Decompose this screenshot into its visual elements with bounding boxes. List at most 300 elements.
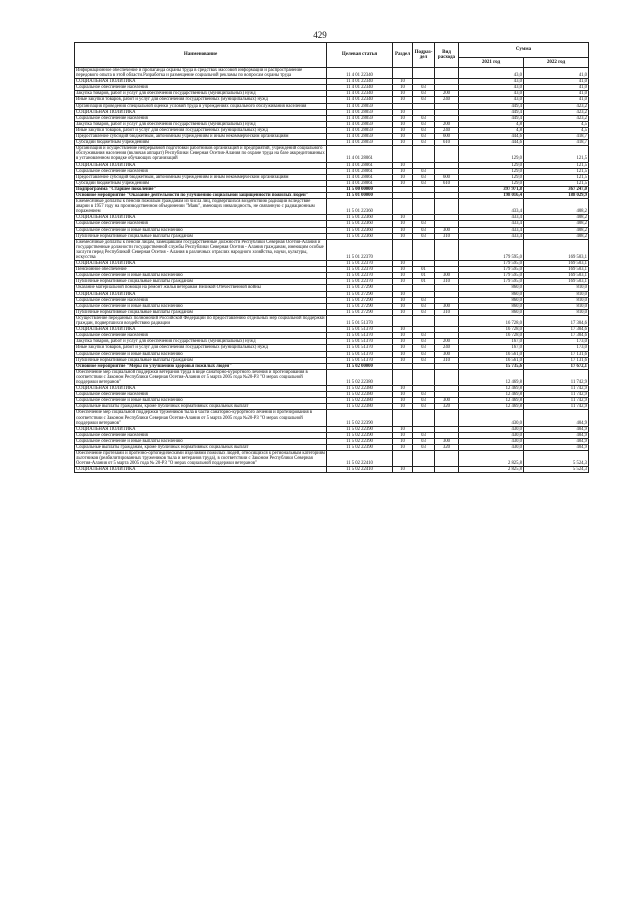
row-name: Организация проведения специальной оценки условий труда в учреждениях социального обслуживания населения [75, 103, 327, 109]
row-expense-type: 320 [435, 404, 459, 410]
row-section: 10 [393, 339, 413, 345]
row-name: Социальное обеспечение населения [75, 333, 327, 339]
row-subsection [413, 410, 435, 426]
row-expense-type: 600 [435, 174, 459, 180]
row-subsection: 03 [413, 134, 435, 140]
row-target-code: 11 5 01 51370 [327, 315, 393, 326]
row-target-code: 11 5 01 22370 [327, 267, 393, 273]
row-subsection: 03 [413, 351, 435, 357]
row-section: 10 [393, 180, 413, 186]
row-sum-2021: 430,0 [459, 432, 524, 438]
row-sum-2021: 179 595,0 [459, 267, 524, 273]
row-sum-2021: 43,0 [459, 97, 524, 103]
header-expense-type: Вид расхода [435, 43, 459, 68]
row-expense-type [435, 146, 459, 162]
row-name: Социальное обеспечение и иные выплаты населению [75, 438, 327, 444]
row-sum-2022: 11 742,9 [524, 386, 589, 392]
row-sum-2022: 11 742,9 [524, 392, 589, 398]
row-subsection: 03 [413, 91, 435, 97]
row-expense-type: 240 [435, 127, 459, 133]
row-section: 10 [393, 162, 413, 168]
row-subsection: 03 [413, 357, 435, 363]
row-target-code: 11 5 01 27290 [327, 297, 393, 303]
row-sum-2021: 12 469,8 [459, 392, 524, 398]
row-target-code: 11 5 01 22370 [327, 273, 393, 279]
row-sum-2021: 179 595,0 [459, 279, 524, 285]
row-sum-2022: 41,0 [524, 68, 589, 79]
page-number: 429 [313, 30, 327, 40]
budget-table [74, 42, 589, 473]
row-subsection: 03 [413, 85, 435, 91]
row-name: Пенсионное обеспечение [75, 267, 327, 273]
row-target-code: 11 4 01 28059 [327, 109, 393, 115]
row-sum-2022: 423,2 [524, 115, 589, 121]
row-target-code: 11 5 02 22380 [327, 369, 393, 385]
row-target-code: 11 5 02 22380 [327, 386, 393, 392]
row-name: СОЦИАЛЬНАЯ ПОЛИТИКА [75, 79, 327, 85]
header-sum: Сумма [459, 43, 589, 58]
row-section: 10 [393, 97, 413, 103]
row-sum-2021: 15 735,6 [459, 363, 524, 369]
row-sum-2021: 43,0 [459, 68, 524, 79]
row-target-code: 11 5 02 00000 [327, 363, 393, 369]
row-target-code: 11 5 01 51370 [327, 345, 393, 351]
row-name: Социальные выплаты гражданам, кроме публичных нормативных социальных выплат [75, 404, 327, 410]
row-expense-type: 310 [435, 279, 459, 285]
row-name: Иные закупки товаров, работ и услуг для обеспечения государственных (муниципальных) нужд [75, 127, 327, 133]
row-sum-2022: 17 304,6 [524, 327, 589, 333]
row-target-code: 11 5 02 22410 [327, 451, 393, 467]
row-subsection: 03 [413, 432, 435, 438]
row-subsection: 03 [413, 333, 435, 339]
header-year-2021: 2021 год [459, 58, 524, 68]
row-subsection: 03 [413, 233, 435, 239]
row-subsection: 03 [413, 174, 435, 180]
row-sum-2021: 179 595,0 [459, 239, 524, 260]
row-sum-2022: 4,5 [524, 121, 589, 127]
row-target-code: 11 5 00 00000 [327, 186, 393, 192]
row-sum-2022: 418,7 [524, 134, 589, 140]
row-sum-2021: 449,4 [459, 115, 524, 121]
table-header-row [75, 43, 589, 58]
row-sum-2022: 5 524,3 [524, 451, 589, 467]
row-section: 10 [393, 261, 413, 267]
row-sum-2021: 179 595,0 [459, 273, 524, 279]
row-sum-2022: 11 742,9 [524, 398, 589, 404]
row-sum-2022: 173,0 [524, 345, 589, 351]
row-sum-2021: 860,0 [459, 303, 524, 309]
row-target-code: 11 5 01 22360 [327, 215, 393, 221]
row-name: Иные закупки товаров, работ и услуг для обеспечения государственных (муниципальных) нужд [75, 97, 327, 103]
row-section: 10 [393, 357, 413, 363]
row-subsection: 01 [413, 273, 435, 279]
row-name: Социальное обеспечение населения [75, 85, 327, 91]
row-expense-type: 310 [435, 309, 459, 315]
row-sum-2022: 121,5 [524, 146, 589, 162]
row-subsection: 03 [413, 309, 435, 315]
row-name: Оказание материальной помощи на ремонт жилья ветеранам Великой Отечественной войны [75, 285, 327, 291]
row-sum-2022: 17 131,6 [524, 351, 589, 357]
row-sum-2022: 17 672,1 [524, 363, 589, 369]
row-expense-type [435, 315, 459, 326]
row-subsection: 03 [413, 221, 435, 227]
row-sum-2022: 169 503,1 [524, 267, 589, 273]
row-sum-2021: 129,0 [459, 180, 524, 186]
row-name: Закупка товаров, работ и услуг для обеспечения государственных (муниципальных) нужд [75, 121, 327, 127]
row-expense-type [435, 451, 459, 467]
row-subsection: 03 [413, 339, 435, 345]
table-row [75, 239, 589, 260]
row-section: 10 [393, 121, 413, 127]
row-name: Публичные нормативные социальные выплаты гражданам [75, 309, 327, 315]
row-sum-2021: 430,0 [459, 438, 524, 444]
row-subsection: 03 [413, 404, 435, 410]
row-sum-2021: 2 825,8 [459, 467, 524, 473]
header-section: Раздел [393, 43, 413, 68]
row-target-code: 11 4 01 28061 [327, 180, 393, 186]
row-sum-2021: 433,4 [459, 221, 524, 227]
row-subsection [413, 369, 435, 385]
row-target-code: 11 5 02 22390 [327, 410, 393, 426]
row-section: 10 [393, 345, 413, 351]
row-section: 10 [393, 85, 413, 91]
row-name: Социальное обеспечение и иные выплаты населению [75, 398, 327, 404]
row-target-code: 11 5 02 22380 [327, 392, 393, 398]
row-sum-2021: 860,0 [459, 309, 524, 315]
row-target-code: 11 5 01 27290 [327, 303, 393, 309]
table-row [75, 68, 589, 79]
row-name: СОЦИАЛЬНАЯ ПОЛИТИКА [75, 109, 327, 115]
row-target-code: 11 5 01 22360 [327, 233, 393, 239]
row-subsection: 03 [413, 398, 435, 404]
row-section: 10 [393, 127, 413, 133]
row-sum-2022: 4,5 [524, 127, 589, 133]
row-section [393, 410, 413, 426]
row-subsection: 01 [413, 267, 435, 273]
header-year-2022: 2022 год [524, 58, 589, 68]
row-section: 10 [393, 438, 413, 444]
row-target-code: 11 5 01 00000 [327, 192, 393, 198]
row-target-code: 11 5 01 22360 [327, 227, 393, 233]
row-section: 10 [393, 432, 413, 438]
row-target-code: 11 4 01 28059 [327, 103, 393, 109]
row-section [393, 68, 413, 79]
row-name: СОЦИАЛЬНАЯ ПОЛИТИКА [75, 467, 327, 473]
row-section [393, 451, 413, 467]
row-sum-2021: 12 469,8 [459, 398, 524, 404]
row-name: Социальное обеспечение и иные выплаты населению [75, 351, 327, 357]
row-sum-2021: 43,0 [459, 91, 524, 97]
row-sum-2022: 188 029,9 [524, 192, 589, 198]
row-sum-2021: 43,0 [459, 85, 524, 91]
row-name: Иные закупки товаров, работ и услуг для обеспечения государственных (муниципальных) нужд [75, 345, 327, 351]
row-section [393, 199, 413, 215]
row-target-code: 11 4 01 28059 [327, 127, 393, 133]
row-sum-2022: 173,0 [524, 339, 589, 345]
row-sum-2021: 129,0 [459, 174, 524, 180]
row-target-code: 11 4 01 28059 [327, 121, 393, 127]
row-sum-2021: 129,0 [459, 146, 524, 162]
row-section [393, 369, 413, 385]
table-row [75, 315, 589, 326]
row-name: Информационное обеспечение и пропаганда охраны труда в средствах массовой информации и распространение передового опыта в этой области.Разработка и размещение социальной рекламы по вопросам охраны труда [75, 68, 327, 79]
row-section: 10 [393, 327, 413, 333]
row-section: 10 [393, 273, 413, 279]
row-target-code: 11 4 01 28061 [327, 146, 393, 162]
row-expense-type: 310 [435, 233, 459, 239]
row-section: 10 [393, 279, 413, 285]
row-sum-2022: 408,2 [524, 233, 589, 239]
row-name: Публичные нормативные социальные выплаты гражданам [75, 357, 327, 363]
row-sum-2022: 121,5 [524, 180, 589, 186]
row-subsection [413, 467, 435, 473]
row-target-code: 11 5 01 51370 [327, 339, 393, 345]
row-target-code: 11 4 01 28059 [327, 134, 393, 140]
row-expense-type: 300 [435, 227, 459, 233]
row-name: СОЦИАЛЬНАЯ ПОЛИТИКА [75, 386, 327, 392]
row-sum-2021: 12 469,8 [459, 386, 524, 392]
row-sum-2022: 423,2 [524, 103, 589, 109]
table-row [75, 410, 589, 426]
row-target-code: 11 5 02 22390 [327, 432, 393, 438]
row-sum-2022: 810,0 [524, 309, 589, 315]
row-name: Осуществление переданных полномочий Российской Федерации по предоставлению отдельных мер социальной поддержки граждан, подвергшихся воздействию радиации [76, 315, 325, 327]
row-expense-type: 310 [435, 357, 459, 363]
row-name: Закупка товаров, работ и услуг для обеспечения государственных (муниципальных) нужд [75, 91, 327, 97]
row-section: 10 [393, 404, 413, 410]
row-name: Обеспечение протезами и протезно-ортопедическими изделиями пожилых людей, относящихся к региональным категориям льготников (реабилитированных тружеников тыла и ветеранов труда), в соответствии с Законом Республики Северная Осетия-Алания от 5 марта 2005 года № 20-РЗ "О мерах социальной поддержки ветеранов" [76, 451, 325, 467]
row-subsection: 03 [413, 121, 435, 127]
row-section: 10 [393, 445, 413, 451]
row-subsection: 03 [413, 97, 435, 103]
table-row [75, 199, 589, 215]
row-sum-2022: 41,0 [524, 85, 589, 91]
row-name: СОЦИАЛЬНАЯ ПОЛИТИКА [75, 291, 327, 297]
row-target-code: 11 4 01 22340 [327, 79, 393, 85]
row-sum-2021: 2 825,8 [459, 451, 524, 467]
row-subsection: 03 [413, 303, 435, 309]
row-expense-type: 610 [435, 140, 459, 146]
row-expense-type: 320 [435, 445, 459, 451]
row-sum-2022: 404,9 [524, 432, 589, 438]
row-name: СОЦИАЛЬНАЯ ПОЛИТИКА [75, 215, 327, 221]
row-expense-type: 300 [435, 438, 459, 444]
row-expense-type [435, 467, 459, 473]
row-subsection: 03 [413, 345, 435, 351]
row-expense-type: 300 [435, 273, 459, 279]
row-section: 10 [393, 398, 413, 404]
row-sum-2021: 430,0 [459, 426, 524, 432]
row-expense-type [435, 68, 459, 79]
row-subsection [413, 239, 435, 260]
row-name: СОЦИАЛЬНАЯ ПОЛИТИКА [75, 162, 327, 168]
row-target-code: 11 5 02 22390 [327, 438, 393, 444]
row-sum-2022: 17 131,6 [524, 357, 589, 363]
row-target-code: 11 4 01 28061 [327, 168, 393, 174]
row-name: Предоставление субсидий бюджетным, автономным учреждениям и иным некоммерческим организациям [75, 174, 327, 180]
row-sum-2021: 433,4 [459, 215, 524, 221]
row-name: Организация и осуществление непрерывной подготовки работников организаций и предприятий, учреждений социального обслуживания населения (включая аппарат) Республики Северная Осетия-Алания по охране труда на базе аккредитованных в установленном порядке обучающих организаций [76, 146, 325, 162]
row-name: Социальное обеспечение населения [75, 392, 327, 398]
table-row [75, 451, 589, 467]
row-name: СОЦИАЛЬНАЯ ПОЛИТИКА [75, 327, 327, 333]
row-target-code: 11 4 01 22340 [327, 85, 393, 91]
row-name: Обеспечение мер социальной поддержки ветеранов труда в виде санаторно-курортного лечения и протезирования в соответствии с Законом Республики Северная Осетия-Алания от 5 марта 2005 года №20-РЗ "О мерах социальной поддержки ветеранов" [75, 369, 327, 385]
row-section: 10 [393, 91, 413, 97]
row-name: Ежемесячные доплаты к пенсии пожилым гражданам из числа лиц, подвергшихся воздействию радиации вследствие аварии в 1957 году на производственном объединении "Маяк", имеющих инвалидность, не связанную с радиационным поражением [75, 199, 327, 215]
row-expense-type: 610 [435, 180, 459, 186]
row-expense-type: 300 [435, 303, 459, 309]
row-sum-2022: 17 304,6 [524, 333, 589, 339]
row-sum-2021: 444,6 [459, 134, 524, 140]
row-sum-2022: 408,2 [524, 199, 589, 215]
row-sum-2022: 41,0 [524, 79, 589, 85]
row-sum-2022: 121,5 [524, 174, 589, 180]
row-target-code: 11 5 01 22370 [327, 279, 393, 285]
row-sum-2021: 397 971,8 [459, 186, 524, 192]
row-expense-type [435, 369, 459, 385]
row-sum-2022: 17 304,6 [524, 315, 589, 326]
row-sum-2022: 810,0 [524, 291, 589, 297]
row-sum-2022: 408,2 [524, 215, 589, 221]
row-sum-2021: 449,4 [459, 109, 524, 115]
table-row [75, 467, 589, 473]
row-sum-2022: 169 503,1 [524, 273, 589, 279]
row-name: Закупка товаров, работ и услуг для обеспечения государственных (муниципальных) нужд [75, 339, 327, 345]
table-row [75, 146, 589, 162]
table-body [75, 68, 589, 473]
row-section: 10 [393, 174, 413, 180]
row-sum-2022: 404,9 [524, 426, 589, 432]
row-section: 10 [393, 221, 413, 227]
row-name: Публичные нормативные социальные выплаты гражданам [75, 279, 327, 285]
row-target-code: 11 4 01 22340 [327, 91, 393, 97]
row-section: 10 [393, 303, 413, 309]
row-sum-2021: 433,4 [459, 233, 524, 239]
row-name: СОЦИАЛЬНАЯ ПОЛИТИКА [75, 426, 327, 432]
row-target-code: 11 5 01 51370 [327, 351, 393, 357]
row-sum-2022: 418,7 [524, 140, 589, 146]
row-sum-2021: 12 469,8 [459, 404, 524, 410]
row-sum-2022: 810,0 [524, 297, 589, 303]
row-sum-2021: 16 561,0 [459, 357, 524, 363]
row-sum-2021: 167,0 [459, 339, 524, 345]
row-sum-2022: 169 503,1 [524, 239, 589, 260]
row-sum-2022: 41,0 [524, 97, 589, 103]
row-sum-2021: 12 469,8 [459, 369, 524, 385]
row-expense-type: 240 [435, 345, 459, 351]
row-subsection: 01 [413, 279, 435, 285]
row-sum-2022: 367 247,0 [524, 186, 589, 192]
row-sum-2022: 11 742,9 [524, 404, 589, 410]
row-sum-2022: 169 503,1 [524, 261, 589, 267]
row-sum-2021: 16 561,0 [459, 351, 524, 357]
row-name: Социальное обеспечение населения [75, 168, 327, 174]
row-sum-2021: 860,0 [459, 291, 524, 297]
row-target-code: 11 5 01 22370 [327, 261, 393, 267]
header-subsection: Подраз-дел [413, 43, 435, 68]
row-section: 10 [393, 386, 413, 392]
row-sum-2021: 43,0 [459, 79, 524, 85]
row-target-code: 11 5 02 22390 [327, 426, 393, 432]
row-name: Социальное обеспечение населения [75, 221, 327, 227]
row-sum-2021: 860,0 [459, 297, 524, 303]
row-subsection: 03 [413, 168, 435, 174]
row-section [393, 315, 413, 326]
row-sum-2022: 121,5 [524, 168, 589, 174]
table-row [75, 369, 589, 385]
row-subsection: 03 [413, 392, 435, 398]
row-target-code: 11 5 02 22390 [327, 445, 393, 451]
row-sum-2021: 433,4 [459, 227, 524, 233]
row-expense-type: 240 [435, 97, 459, 103]
row-sum-2022: 404,9 [524, 438, 589, 444]
row-target-code: 11 4 01 22340 [327, 68, 393, 79]
row-sum-2022: 810,0 [524, 285, 589, 291]
row-section: 10 [393, 267, 413, 273]
row-sum-2021: 444,6 [459, 140, 524, 146]
row-section: 10 [393, 215, 413, 221]
row-target-code: 11 4 01 28061 [327, 162, 393, 168]
header-name: Наименование [75, 43, 327, 68]
row-sum-2021: 129,0 [459, 162, 524, 168]
row-sum-2021: 179 595,0 [459, 261, 524, 267]
row-target-code: 11 5 01 27290 [327, 309, 393, 315]
row-subsection [413, 451, 435, 467]
row-name: Социальное обеспечение и иные выплаты населению [75, 273, 327, 279]
row-target-code: 11 5 01 27290 [327, 291, 393, 297]
row-target-code: 11 5 01 22360 [327, 221, 393, 227]
row-subsection: 03 [413, 438, 435, 444]
row-name: Подпрограмма "Старшее поколение" [75, 186, 327, 192]
row-sum-2022: 121,5 [524, 162, 589, 168]
row-name: Ежемесячные доплаты к пенсии лицам, замещавшим государственные должности Республики Северная Осетия-Алания и государственные должности государственной службы Республики Северная Осетия - Алания гражданам, имеющим особые заслуги перед Республикой Северная Осетия - Алания в различных отраслях народного хозяйства, науки, культуры, искусства [75, 239, 327, 260]
row-sum-2022: 41,0 [524, 91, 589, 97]
row-expense-type [435, 199, 459, 215]
row-section: 10 [393, 309, 413, 315]
row-target-code: 11 5 01 51370 [327, 333, 393, 339]
row-subsection: 03 [413, 115, 435, 121]
row-expense-type: 300 [435, 351, 459, 357]
row-name: Социальное обеспечение и иные выплаты населению [75, 303, 327, 309]
row-target-code: 11 5 01 51370 [327, 327, 393, 333]
row-sum-2021: 167,0 [459, 345, 524, 351]
row-section: 10 [393, 168, 413, 174]
row-section: 10 [393, 233, 413, 239]
row-name: Социальное обеспечение и иные выплаты населению [75, 227, 327, 233]
row-expense-type: 200 [435, 91, 459, 97]
row-subsection: 03 [413, 180, 435, 186]
row-subsection: 03 [413, 227, 435, 233]
row-expense-type: 200 [435, 339, 459, 345]
row-section: 10 [393, 109, 413, 115]
row-section: 10 [393, 115, 413, 121]
row-name: Публичные нормативные социальные выплаты гражданам [75, 233, 327, 239]
row-subsection [413, 146, 435, 162]
row-sum-2021: 449,4 [459, 103, 524, 109]
row-sum-2021: 430,0 [459, 445, 524, 451]
row-section: 10 [393, 227, 413, 233]
row-target-code: 11 4 01 28061 [327, 174, 393, 180]
row-target-code: 11 4 01 22340 [327, 97, 393, 103]
row-name: Социальные выплаты гражданам, кроме публичных нормативных социальных выплат [75, 445, 327, 451]
row-name: Субсидии бюджетным учреждениям [75, 140, 327, 146]
row-subsection: 03 [413, 140, 435, 146]
row-name: Социальное обеспечение населения [75, 297, 327, 303]
row-section: 10 [393, 140, 413, 146]
row-sum-2022: 5 524,3 [524, 467, 589, 473]
row-expense-type: 600 [435, 134, 459, 140]
